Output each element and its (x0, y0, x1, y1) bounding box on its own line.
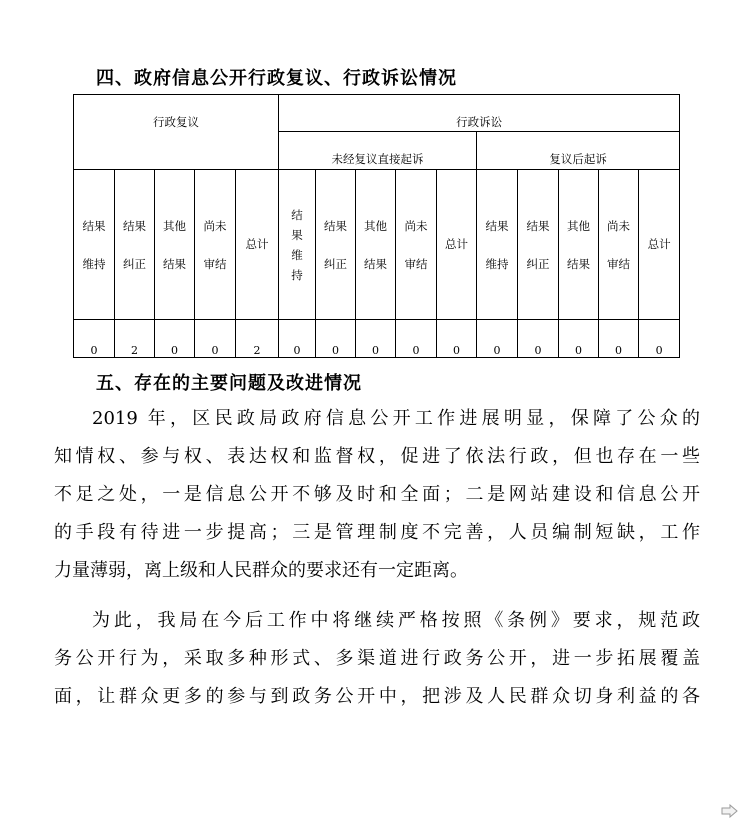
value-cell: 0 (195, 320, 236, 358)
col-direct-correct: 结果 纠正 (316, 170, 356, 320)
value-cell: 0 (316, 320, 356, 358)
paragraph-line: 力量薄弱，离上级和人民群众的要求还有一定距离。 (54, 560, 468, 581)
paragraph-line: 知情权、参与权、表达权和监督权，促进了依法行政，但也存在一些 (54, 446, 700, 467)
value-cell: 2 (236, 320, 279, 358)
problems-paragraph (54, 400, 700, 590)
value-cell: 0 (559, 320, 599, 358)
value-cell: 0 (437, 320, 477, 358)
col-after-total: 总计 (639, 170, 680, 320)
next-page-icon[interactable] (721, 804, 739, 818)
value-cell: 0 (518, 320, 559, 358)
value-cell: 0 (477, 320, 518, 358)
value-cell: 0 (639, 320, 680, 358)
col-review-total: 总计 (236, 170, 279, 320)
value-cell: 0 (396, 320, 437, 358)
value-cell: 0 (155, 320, 195, 358)
paragraph-line: 面，让群众更多的参与到政务公开中，把涉及人民群众切身利益的各 (54, 686, 700, 707)
col-after-pending: 尚未 审结 (599, 170, 639, 320)
value-cell: 0 (599, 320, 639, 358)
col-after-other: 其他 结果 (559, 170, 599, 320)
col-after-correct: 结果 纠正 (518, 170, 559, 320)
direct-suit-header: 未经复议直接起诉 (279, 132, 477, 170)
paragraph-line: 的手段有待进一步提高；三是管理制度不完善，人员编制短缺，工作 (54, 522, 700, 543)
value-cell: 0 (279, 320, 316, 358)
value-cell: 2 (115, 320, 155, 358)
admin-review-header: 行政复议 (74, 95, 279, 170)
paragraph-line: 2019 年，区民政局政府信息公开工作进展明显，保障了公众的 (92, 408, 700, 429)
section-5-heading: 五、存在的主要问题及改进情况 (96, 373, 362, 394)
paragraph-line: 为此，我局在今后工作中将继续严格按照《条例》要求，规范政 (92, 610, 700, 631)
col-review-pending: 尚未 审结 (195, 170, 236, 320)
section-4-heading: 四、政府信息公开行政复议、行政诉讼情况 (96, 68, 457, 89)
col-direct-total: 总计 (437, 170, 477, 320)
col-direct-other: 其他 结果 (356, 170, 396, 320)
value-cell: 0 (356, 320, 396, 358)
col-after-uphold: 结果 维持 (477, 170, 518, 320)
col-direct-uphold: 结 果 维 持 (279, 170, 316, 320)
paragraph-line: 务公开行为，采取多种形式、多渠道进行政务公开，进一步拓展覆盖 (54, 648, 700, 669)
litigation-stats-table (73, 94, 680, 358)
col-review-other: 其他 结果 (155, 170, 195, 320)
after-review-suit-header: 复议后起诉 (477, 132, 680, 170)
admin-litigation-header: 行政诉讼 (279, 95, 680, 132)
col-direct-pending: 尚未 审结 (396, 170, 437, 320)
col-review-uphold: 结果 维持 (74, 170, 115, 320)
col-review-correct: 结果 纠正 (115, 170, 155, 320)
value-cell: 0 (74, 320, 115, 358)
paragraph-line: 不足之处，一是信息公开不够及时和全面；二是网站建设和信息公开 (54, 484, 700, 505)
improvement-paragraph (54, 602, 700, 716)
